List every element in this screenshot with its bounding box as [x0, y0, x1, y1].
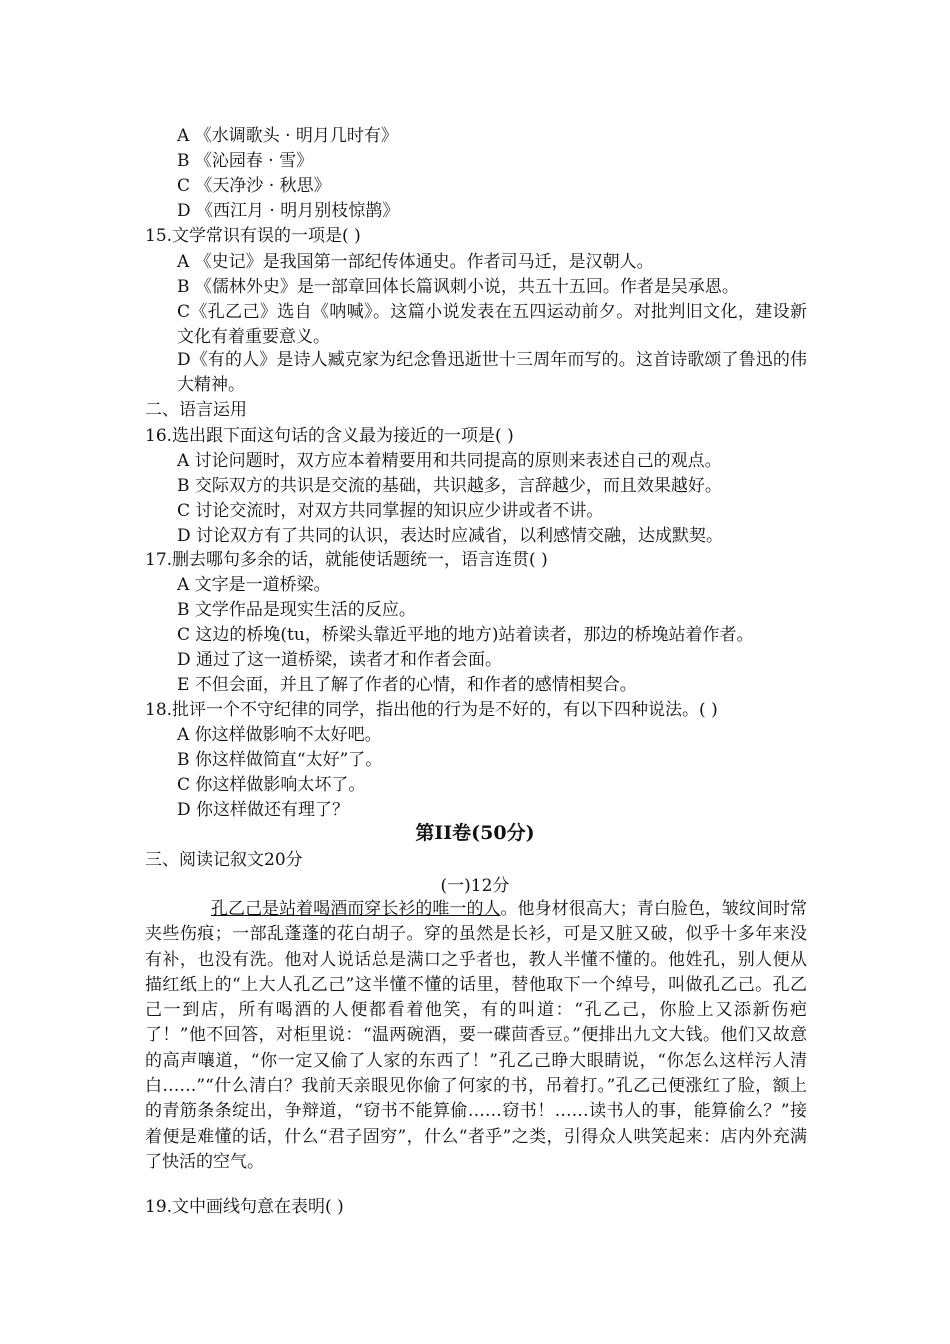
q17-option-d: D 通过了这一道桥梁，读者才和作者会面。 [177, 650, 503, 670]
passage-body: 。他身材很高大；青白脸色，皱纹间时常夹些伤痕；一部乱蓬蓬的花白胡子。穿的虽然是长衫，可是又脏又破，似乎十多年来没有补，也没有洗。他对人说话总是满口之乎者也，教人半懂不懂的。他姓孔，别人便从描红纸上的“上大人孔乙己”这半懂不懂的话里，替他取下一个绰号，叫做孔乙己。孔乙己一到店，所有喝酒的人便都看着他笑，有的叫道：“孔乙己，你脸上又添新伤疤了！”他不回答，对柜里说：“温两碗酒，要一碟茴香豆。”便排出九文大钱。他们又故意的高声嚷道，“你一定又偷了人家的东西了！”孔乙己睁大眼睛说，“你怎么这样污人清白……”“什么清白？我前天亲眼见你偷了何家的书，吊着打。”孔乙己便涨红了脸，额上的青筋条条绽出，争辩道，“窃书不能算偷……窃书！……读书人的事，能算偷么？”接着便是难懂的话，什么“君子固穷”，什么“者乎”之类，引得众人哄笑起来：店内外充满了快活的空气。 [145, 899, 808, 1172]
q17-option-a: A 文字是一道桥梁。 [177, 575, 331, 595]
q15-option-a: A 《史记》是我国第一部纪传体通史。作者司马迁，是汉朝人。 [177, 252, 654, 272]
q14-option-c: C 《天净沙 · 秋思》 [177, 176, 331, 196]
q15-stem: 15.文学常识有误的一项是( ) [145, 226, 361, 246]
q14-option-a: A 《水调歌头 · 明月几时有》 [177, 126, 398, 146]
q18-option-c: C 你这样做影响太坏了。 [177, 775, 366, 795]
section-reading-narrative: 三、阅读记叙文20分 [145, 850, 303, 870]
q17-option-e: E 不但会面，并且了解了作者的心情，和作者的感情相契合。 [177, 675, 637, 695]
passage-text [145, 897, 807, 1175]
q15-option-b: B 《儒林外史》是一部章回体长篇讽刺小说，共五十五回。作者是吴承恩。 [177, 277, 739, 297]
q14-option-d: D 《西江月 · 明月别枝惊鹊》 [177, 201, 400, 221]
q17-stem: 17.删去哪句多余的话，就能使话题统一，语言连贯( ) [145, 550, 548, 570]
q15-option-c: C《孔乙己》选自《呐喊》。这篇小说发表在五四运动前夕。对批判旧文化，建设新文化有着重要意义。 [177, 302, 807, 348]
section-language-use: 二、语言运用 [145, 400, 247, 420]
q16-option-b: B 交际双方的共识是交流的基础，共识越多，言辞越少，而且效果越好。 [177, 476, 722, 496]
q15-option-d: D《有的人》是诗人臧克家为纪念鲁迅逝世十三周年而写的。这首诗歌颂了鲁迅的伟大精神。 [177, 350, 807, 396]
q18-stem: 18.批评一个不守纪律的同学，指出他的行为是不好的，有以下四种说法。( ) [145, 700, 718, 720]
q17-option-c: C 这边的桥堍(tu，桥梁头靠近平地的地方)站着读者，那边的桥堍站着作者。 [177, 625, 754, 645]
q14-option-b: B 《沁园春 · 雪》 [177, 151, 314, 171]
q16-option-d: D 讨论双方有了共同的认识，表达时应减省，以利感情交融，达成默契。 [177, 526, 724, 546]
q18-option-b: B 你这样做简直“太好”了。 [177, 750, 383, 770]
q16-option-c: C 讨论交流时，对双方共同掌握的知识应少讲或者不讲。 [177, 501, 604, 521]
underlined-sentence: 孔乙己是站着喝酒而穿长衫的唯一的人 [211, 899, 501, 919]
q19-stem: 19.文中画线句意在表明( ) [145, 1197, 344, 1217]
passage-subtitle: (一)12分 [440, 876, 510, 896]
q16-option-a: A 讨论问题时，双方应本着精要用和共同提高的原则来表述自己的观点。 [177, 451, 722, 471]
q17-option-b: B 文学作品是现实生活的反应。 [177, 600, 416, 620]
q18-option-d: D 你这样做还有理了？ [177, 800, 350, 820]
part-2-title: 第II卷(50分) [415, 822, 535, 844]
q16-stem: 16.选出跟下面这句话的含义最为接近的一项是( ) [145, 426, 514, 446]
q18-option-a: A 你这样做影响不太好吧。 [177, 725, 382, 745]
